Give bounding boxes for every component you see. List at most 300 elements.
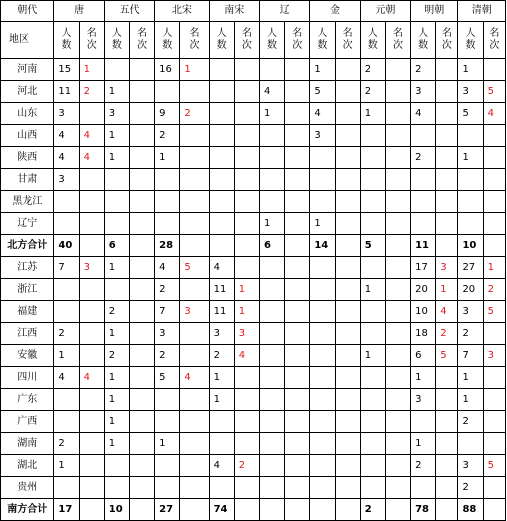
people-count-cell xyxy=(411,411,436,433)
people-count-cell xyxy=(155,411,180,433)
rank-cell xyxy=(483,367,505,389)
people-count-cell xyxy=(209,147,234,169)
people-count-cell xyxy=(259,59,284,81)
rank-cell xyxy=(79,323,104,345)
rank-cell xyxy=(385,345,410,367)
rank-cell: 3 xyxy=(180,301,209,323)
people-count-cell xyxy=(104,455,129,477)
region-cell: 山东 xyxy=(1,103,54,125)
rank-cell xyxy=(129,191,154,213)
people-count-cell: 5 xyxy=(458,103,483,125)
people-count-cell xyxy=(310,411,335,433)
rank-cell xyxy=(483,125,505,147)
rank-cell xyxy=(436,169,458,191)
rank-cell xyxy=(234,169,259,191)
rank-cell xyxy=(385,213,410,235)
people-count-cell xyxy=(310,389,335,411)
people-count-cell xyxy=(458,169,483,191)
rank-cell: 5 xyxy=(483,301,505,323)
people-count-cell: 17 xyxy=(411,257,436,279)
region-cell: 江西 xyxy=(1,323,54,345)
people-count-cell xyxy=(259,367,284,389)
rank-cell xyxy=(79,389,104,411)
people-count-cell: 4 xyxy=(209,257,234,279)
people-count-cell xyxy=(360,257,385,279)
rank-header: 名 次 xyxy=(234,22,259,59)
people-count-cell xyxy=(259,389,284,411)
region-cell: 福建 xyxy=(1,301,54,323)
people-count-cell xyxy=(259,499,284,521)
people-count-header: 人 数 xyxy=(259,22,284,59)
rank-cell xyxy=(335,125,360,147)
header-dynasties-row xyxy=(1,1,506,22)
rank-cell: 5 xyxy=(483,455,505,477)
people-count-cell: 1 xyxy=(155,147,180,169)
rank-cell xyxy=(180,169,209,191)
table-row xyxy=(1,125,506,147)
rank-cell xyxy=(483,59,505,81)
people-count-cell: 1 xyxy=(259,103,284,125)
people-count-cell: 17 xyxy=(54,499,79,521)
rank-cell xyxy=(335,477,360,499)
people-count-cell xyxy=(310,455,335,477)
people-count-cell: 2 xyxy=(360,499,385,521)
rank-cell xyxy=(285,301,310,323)
people-count-cell: 6 xyxy=(411,345,436,367)
people-count-cell xyxy=(104,191,129,213)
rank-cell xyxy=(483,411,505,433)
rank-cell: 4 xyxy=(79,147,104,169)
people-count-cell xyxy=(54,301,79,323)
region-cell: 浙江 xyxy=(1,279,54,301)
dynasty-header: 辽 xyxy=(259,1,309,22)
people-count-cell: 3 xyxy=(458,455,483,477)
people-count-cell: 4 xyxy=(54,367,79,389)
rank-cell xyxy=(436,81,458,103)
rank-cell xyxy=(180,499,209,521)
people-count-cell xyxy=(411,477,436,499)
people-count-cell: 3 xyxy=(458,301,483,323)
rank-cell: 1 xyxy=(483,257,505,279)
people-count-cell: 10 xyxy=(411,301,436,323)
corner-region-label: 地区 xyxy=(1,22,54,59)
rank-cell: 4 xyxy=(180,367,209,389)
people-count-cell: 5 xyxy=(155,367,180,389)
rank-cell: 4 xyxy=(79,125,104,147)
people-count-cell xyxy=(360,323,385,345)
people-count-cell xyxy=(155,477,180,499)
rank-cell xyxy=(483,147,505,169)
people-count-cell: 11 xyxy=(54,81,79,103)
rank-cell: 3 xyxy=(483,345,505,367)
rank-header: 名 次 xyxy=(335,22,360,59)
rank-cell: 2 xyxy=(79,81,104,103)
people-count-cell xyxy=(155,213,180,235)
people-count-cell xyxy=(104,59,129,81)
rank-cell xyxy=(385,169,410,191)
people-count-cell xyxy=(259,191,284,213)
dynasty-header: 元朝 xyxy=(360,1,410,22)
people-count-header: 人 数 xyxy=(209,22,234,59)
rank-cell xyxy=(385,433,410,455)
people-count-cell xyxy=(458,433,483,455)
people-count-cell xyxy=(310,257,335,279)
rank-cell xyxy=(385,367,410,389)
rank-cell xyxy=(234,81,259,103)
people-count-cell xyxy=(209,103,234,125)
people-count-cell xyxy=(259,125,284,147)
people-count-cell: 1 xyxy=(259,213,284,235)
people-count-cell xyxy=(310,169,335,191)
region-cell: 河南 xyxy=(1,59,54,81)
people-count-cell: 2 xyxy=(360,59,385,81)
people-count-cell: 2 xyxy=(155,279,180,301)
people-count-cell xyxy=(209,411,234,433)
rank-cell xyxy=(436,433,458,455)
dynasty-header: 清朝 xyxy=(458,1,506,22)
people-count-cell xyxy=(209,169,234,191)
people-count-cell xyxy=(155,191,180,213)
table-row xyxy=(1,433,506,455)
rank-cell xyxy=(285,433,310,455)
people-count-cell xyxy=(310,191,335,213)
rank-cell xyxy=(180,345,209,367)
rank-cell: 2 xyxy=(180,103,209,125)
people-count-cell: 1 xyxy=(104,389,129,411)
people-count-cell: 14 xyxy=(310,235,335,257)
rank-cell xyxy=(385,301,410,323)
people-count-cell: 3 xyxy=(54,103,79,125)
rank-cell xyxy=(180,411,209,433)
rank-cell xyxy=(79,411,104,433)
people-count-cell: 1 xyxy=(411,367,436,389)
rank-cell: 4 xyxy=(79,367,104,389)
rank-cell: 2 xyxy=(234,455,259,477)
rank-cell xyxy=(483,433,505,455)
rank-cell xyxy=(285,389,310,411)
rank-cell xyxy=(285,169,310,191)
rank-cell xyxy=(129,477,154,499)
rank-cell xyxy=(234,257,259,279)
people-count-cell xyxy=(259,323,284,345)
people-count-cell: 1 xyxy=(104,125,129,147)
rank-cell: 2 xyxy=(483,279,505,301)
table-row xyxy=(1,279,506,301)
rank-cell xyxy=(79,103,104,125)
region-cell: 北方合计 xyxy=(1,235,54,257)
rank-cell xyxy=(285,81,310,103)
rank-cell xyxy=(234,147,259,169)
people-count-cell: 2 xyxy=(411,147,436,169)
people-count-cell: 3 xyxy=(411,389,436,411)
people-count-header: 人 数 xyxy=(104,22,129,59)
rank-cell xyxy=(129,125,154,147)
people-count-cell: 1 xyxy=(458,367,483,389)
rank-cell xyxy=(436,411,458,433)
rank-cell xyxy=(385,125,410,147)
rank-cell xyxy=(335,345,360,367)
region-cell: 贵州 xyxy=(1,477,54,499)
rank-cell xyxy=(234,235,259,257)
rank-cell xyxy=(180,147,209,169)
rank-cell xyxy=(129,367,154,389)
rank-cell: 1 xyxy=(436,279,458,301)
people-count-cell xyxy=(209,213,234,235)
people-count-cell: 2 xyxy=(411,59,436,81)
rank-cell xyxy=(180,433,209,455)
rank-cell xyxy=(483,191,505,213)
rank-cell xyxy=(234,103,259,125)
people-count-cell: 1 xyxy=(458,389,483,411)
people-count-cell xyxy=(54,389,79,411)
people-count-header: 人 数 xyxy=(458,22,483,59)
people-count-cell xyxy=(360,477,385,499)
rank-cell: 4 xyxy=(436,301,458,323)
rank-cell xyxy=(285,455,310,477)
people-count-cell xyxy=(411,213,436,235)
rank-cell xyxy=(180,323,209,345)
people-count-header: 人 数 xyxy=(155,22,180,59)
rank-cell xyxy=(180,279,209,301)
people-count-cell: 1 xyxy=(54,345,79,367)
rank-cell xyxy=(335,59,360,81)
people-count-cell: 1 xyxy=(411,433,436,455)
people-count-header: 人 数 xyxy=(310,22,335,59)
rank-cell: 5 xyxy=(180,257,209,279)
people-count-cell xyxy=(360,367,385,389)
people-count-cell xyxy=(209,59,234,81)
people-count-cell: 1 xyxy=(104,411,129,433)
table-row xyxy=(1,367,506,389)
people-count-cell xyxy=(458,213,483,235)
people-count-cell xyxy=(259,147,284,169)
rank-cell xyxy=(285,323,310,345)
rank-cell xyxy=(129,345,154,367)
rank-cell xyxy=(129,169,154,191)
rank-cell xyxy=(335,433,360,455)
table-row xyxy=(1,477,506,499)
rank-cell xyxy=(129,257,154,279)
rank-cell xyxy=(79,455,104,477)
people-count-cell: 9 xyxy=(155,103,180,125)
rank-cell: 5 xyxy=(483,81,505,103)
rank-cell xyxy=(234,367,259,389)
people-count-cell xyxy=(310,345,335,367)
people-count-cell xyxy=(458,125,483,147)
people-count-cell xyxy=(360,455,385,477)
people-count-cell: 1 xyxy=(54,455,79,477)
rank-cell xyxy=(285,191,310,213)
rank-cell xyxy=(234,389,259,411)
dynasty-header: 唐 xyxy=(54,1,104,22)
people-count-cell xyxy=(458,191,483,213)
people-count-cell: 15 xyxy=(54,59,79,81)
rank-cell xyxy=(180,213,209,235)
people-count-cell: 3 xyxy=(209,323,234,345)
people-count-cell: 78 xyxy=(411,499,436,521)
rank-cell xyxy=(483,477,505,499)
people-count-cell xyxy=(411,191,436,213)
rank-cell xyxy=(335,103,360,125)
rank-cell xyxy=(436,389,458,411)
people-count-cell xyxy=(411,125,436,147)
rank-cell: 4 xyxy=(234,345,259,367)
people-count-cell: 1 xyxy=(458,59,483,81)
region-cell: 江苏 xyxy=(1,257,54,279)
dynasty-header: 明朝 xyxy=(411,1,458,22)
people-count-cell xyxy=(54,279,79,301)
people-count-cell: 4 xyxy=(209,455,234,477)
rank-cell xyxy=(129,279,154,301)
rank-cell xyxy=(436,125,458,147)
people-count-cell: 2 xyxy=(209,345,234,367)
people-count-cell xyxy=(104,169,129,191)
people-count-cell: 5 xyxy=(360,235,385,257)
rank-cell xyxy=(385,59,410,81)
rank-cell xyxy=(129,147,154,169)
people-count-cell: 2 xyxy=(104,345,129,367)
rank-cell xyxy=(436,191,458,213)
people-count-cell xyxy=(104,279,129,301)
region-cell: 湖南 xyxy=(1,433,54,455)
rank-header: 名 次 xyxy=(436,22,458,59)
rank-cell xyxy=(335,147,360,169)
rank-cell xyxy=(285,125,310,147)
table-row xyxy=(1,103,506,125)
total-row xyxy=(1,499,506,521)
rank-cell xyxy=(129,389,154,411)
people-count-cell xyxy=(411,169,436,191)
rank-cell xyxy=(234,213,259,235)
rank-cell xyxy=(436,235,458,257)
rank-cell xyxy=(180,125,209,147)
people-count-cell xyxy=(310,323,335,345)
rank-cell xyxy=(483,213,505,235)
rank-cell xyxy=(385,499,410,521)
rank-cell xyxy=(385,477,410,499)
people-count-cell: 1 xyxy=(104,81,129,103)
people-count-cell: 20 xyxy=(411,279,436,301)
rank-cell xyxy=(129,323,154,345)
dynasty-header: 北宋 xyxy=(155,1,209,22)
people-count-cell xyxy=(259,257,284,279)
rank-cell xyxy=(129,213,154,235)
people-count-cell xyxy=(259,169,284,191)
people-count-cell xyxy=(209,125,234,147)
people-count-cell: 40 xyxy=(54,235,79,257)
people-count-cell xyxy=(360,411,385,433)
people-count-cell xyxy=(310,279,335,301)
people-count-cell: 4 xyxy=(54,125,79,147)
rank-cell xyxy=(129,455,154,477)
people-count-cell xyxy=(310,433,335,455)
table-row xyxy=(1,59,506,81)
rank-cell xyxy=(285,411,310,433)
rank-cell xyxy=(234,59,259,81)
rank-cell xyxy=(79,235,104,257)
people-count-cell: 11 xyxy=(411,235,436,257)
people-count-cell: 1 xyxy=(360,279,385,301)
rank-header: 名 次 xyxy=(129,22,154,59)
rank-cell xyxy=(436,477,458,499)
people-count-cell xyxy=(360,213,385,235)
dynasty-header: 五代 xyxy=(104,1,154,22)
people-count-cell xyxy=(104,213,129,235)
people-count-cell: 7 xyxy=(155,301,180,323)
people-count-cell xyxy=(259,279,284,301)
people-count-cell xyxy=(310,301,335,323)
people-count-cell: 1 xyxy=(310,213,335,235)
rank-cell: 3 xyxy=(79,257,104,279)
people-count-cell: 4 xyxy=(310,103,335,125)
rank-cell xyxy=(436,499,458,521)
people-count-cell xyxy=(360,191,385,213)
people-count-cell xyxy=(209,81,234,103)
header-sub-row xyxy=(1,22,506,59)
people-count-cell: 3 xyxy=(458,81,483,103)
rank-cell xyxy=(285,345,310,367)
table-row xyxy=(1,301,506,323)
rank-cell xyxy=(129,59,154,81)
rank-cell xyxy=(385,455,410,477)
people-count-cell: 1 xyxy=(104,433,129,455)
rank-cell xyxy=(285,235,310,257)
region-cell: 广西 xyxy=(1,411,54,433)
people-count-cell: 3 xyxy=(411,81,436,103)
rank-cell xyxy=(79,169,104,191)
rank-cell xyxy=(129,81,154,103)
rank-cell xyxy=(79,433,104,455)
people-count-cell xyxy=(209,191,234,213)
rank-cell xyxy=(285,499,310,521)
rank-cell xyxy=(129,301,154,323)
region-cell: 南方合计 xyxy=(1,499,54,521)
table-row xyxy=(1,213,506,235)
people-count-cell: 4 xyxy=(54,147,79,169)
people-count-header: 人 数 xyxy=(411,22,436,59)
rank-cell xyxy=(436,103,458,125)
rank-cell xyxy=(234,411,259,433)
rank-header: 名 次 xyxy=(285,22,310,59)
people-count-cell xyxy=(360,301,385,323)
rank-header: 名 次 xyxy=(483,22,505,59)
rank-cell: 1 xyxy=(234,279,259,301)
rank-cell: 1 xyxy=(180,59,209,81)
people-count-cell: 3 xyxy=(155,323,180,345)
rank-header: 名 次 xyxy=(79,22,104,59)
people-count-cell: 11 xyxy=(209,301,234,323)
people-count-cell xyxy=(310,147,335,169)
people-count-cell: 2 xyxy=(155,345,180,367)
rank-cell xyxy=(483,323,505,345)
people-count-cell: 1 xyxy=(155,433,180,455)
rank-cell xyxy=(335,389,360,411)
people-count-cell xyxy=(259,433,284,455)
people-count-cell xyxy=(310,477,335,499)
rank-cell xyxy=(285,213,310,235)
people-count-cell: 2 xyxy=(458,323,483,345)
rank-cell xyxy=(335,411,360,433)
rank-cell xyxy=(335,235,360,257)
people-count-cell xyxy=(259,411,284,433)
rank-cell xyxy=(180,455,209,477)
people-count-cell: 6 xyxy=(259,235,284,257)
rank-cell xyxy=(234,433,259,455)
rank-cell xyxy=(385,411,410,433)
table-row xyxy=(1,191,506,213)
rank-cell xyxy=(129,235,154,257)
people-count-cell xyxy=(360,169,385,191)
